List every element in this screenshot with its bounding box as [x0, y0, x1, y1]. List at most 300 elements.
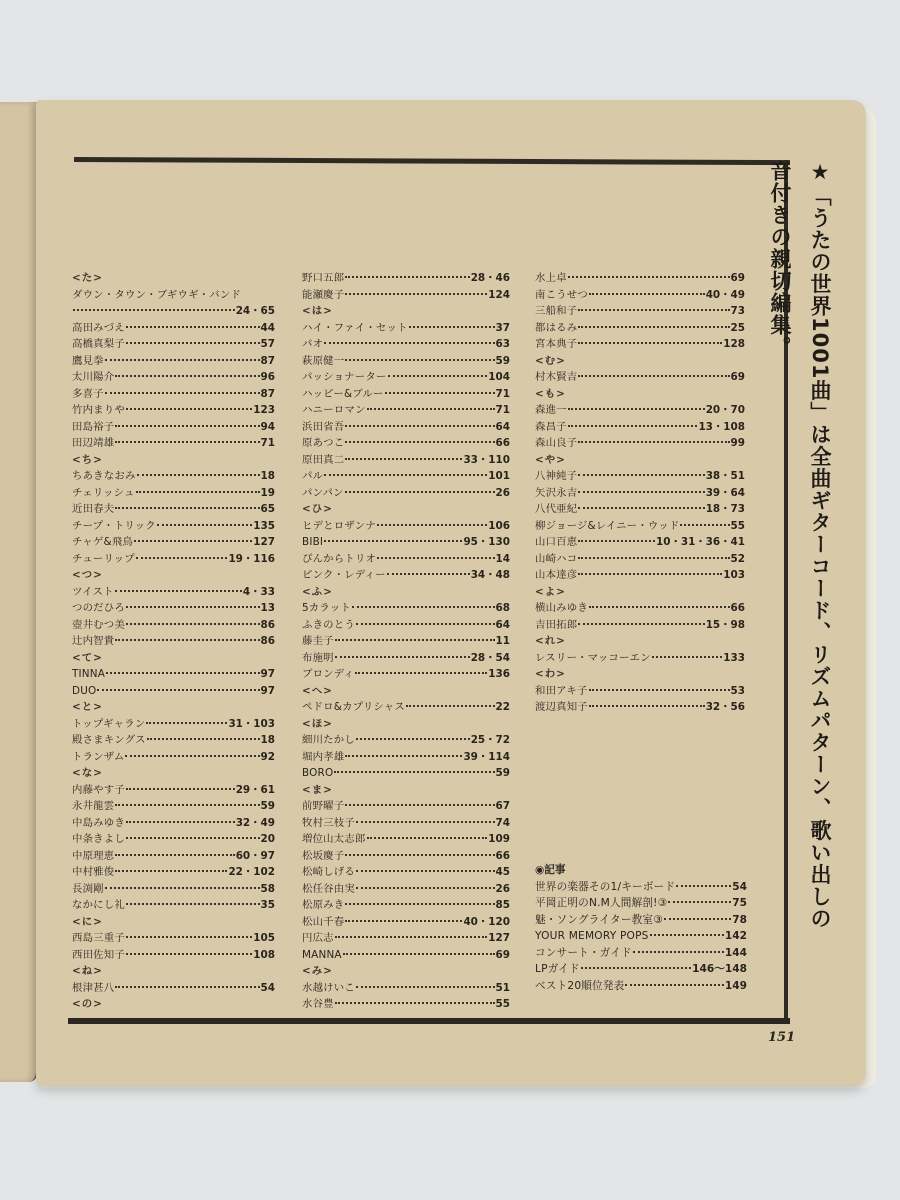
leader-dots [106, 672, 259, 674]
page-ref: 53 [730, 684, 745, 697]
article-entry [535, 912, 747, 929]
entry-name: パンパン [302, 486, 344, 499]
entry-name: 堀内孝雄 [302, 750, 345, 763]
page-ref: 4・33 [242, 585, 275, 598]
entry-name: ハッピー&ブルー [302, 387, 384, 400]
leader-dots [680, 524, 729, 526]
entry-name: ベスト20順位発表 [535, 979, 625, 992]
leader-dots [324, 474, 487, 476]
page-number: 151 [768, 1030, 796, 1045]
page-ref: 38・51 [705, 470, 745, 482]
entry-name: レスリー・マッコーエン [535, 651, 651, 664]
leader-dots [578, 540, 655, 542]
page-ref: 34・48 [470, 569, 510, 581]
index-entry [302, 798, 510, 815]
leader-dots [345, 854, 494, 856]
entry-name: 牧村三枝子 [302, 816, 355, 829]
leader-dots [345, 804, 494, 806]
entry-name: 魅・ソングライター教室③ [535, 913, 663, 926]
leader-dots [385, 392, 495, 394]
leader-dots [578, 309, 729, 311]
leader-dots [589, 689, 730, 691]
page-ref: 69 [730, 371, 745, 383]
page-ref: 26 [495, 882, 510, 895]
index-entry [302, 831, 510, 848]
index-entry [72, 980, 275, 997]
leader-dots [589, 293, 705, 295]
entry-name: 布施明 [302, 651, 334, 664]
entry-name: つのだひろ [72, 602, 125, 614]
leader-dots [578, 342, 722, 344]
page-ref: 14 [495, 552, 510, 565]
section-heading: <ま> [302, 783, 333, 796]
entry-name: 南こうせつ [535, 288, 588, 301]
index-entry [535, 435, 745, 452]
leader-dots [345, 293, 487, 295]
entry-name: ピンク・レディー [302, 569, 386, 581]
page-ref: 13 [260, 602, 275, 614]
page-ref: 66 [495, 849, 510, 862]
entry-name: 野口五郎 [302, 272, 345, 284]
entry-name: 浜田省吾 [302, 420, 345, 433]
leader-dots [578, 375, 729, 377]
index-entry [302, 452, 510, 469]
page-ref: 25 [730, 321, 745, 334]
leader-dots [115, 986, 259, 988]
entry-name: MANNA [302, 948, 342, 961]
index-entry [302, 485, 510, 502]
leader-dots [345, 359, 494, 361]
leader-dots [126, 821, 235, 823]
index-entry [72, 864, 275, 881]
entry-name: 根津甚八 [72, 981, 115, 994]
page-ref: 33・110 [463, 453, 510, 466]
leader-dots [115, 441, 259, 443]
leader-dots [335, 936, 488, 938]
index-entry [72, 600, 275, 617]
index-entry [302, 980, 510, 997]
leader-dots [136, 491, 260, 493]
leader-dots [356, 870, 495, 872]
page-ref: 87 [260, 387, 275, 400]
page-ref: 128 [723, 338, 745, 350]
leader-dots [345, 276, 469, 278]
leader-dots [377, 557, 495, 559]
articles-list [535, 879, 747, 995]
index-entry [72, 798, 275, 815]
leader-dots [356, 986, 495, 988]
entry-name: 太川陽介 [72, 371, 115, 383]
leader-dots [578, 557, 729, 559]
index-entry [72, 831, 275, 848]
entry-name: 中原理恵 [72, 849, 115, 862]
section-heading: <ふ> [302, 585, 333, 598]
entry-name: 近田春夫 [72, 503, 115, 515]
leader-dots [115, 425, 259, 427]
entry-name: 村木賢吉 [535, 371, 578, 383]
entry-name: 中村雅俊 [72, 866, 115, 878]
index-entry [72, 848, 275, 865]
page-ref: 54 [732, 880, 747, 893]
page-ref: 39・64 [705, 486, 745, 499]
leader-dots [343, 953, 495, 955]
leader-dots [345, 458, 462, 460]
page-ref: 69 [495, 948, 510, 961]
entry-name: 壺井むつ美 [72, 618, 125, 631]
leader-dots [589, 606, 730, 608]
entry-name: パオ [302, 338, 324, 350]
entry-name: 森昌子 [535, 420, 567, 433]
entry-name: TINNA [72, 668, 106, 680]
page-ref: 86 [260, 635, 275, 647]
entry-name: 能瀬慶子 [302, 288, 345, 301]
leader-dots [126, 623, 260, 625]
section-heading: <よ> [535, 585, 566, 598]
section-heading: <な> [72, 767, 103, 779]
page-ref: 68 [495, 602, 510, 614]
index-entry [302, 551, 510, 568]
page-ref: 28・54 [470, 651, 510, 664]
index-entry [72, 584, 275, 601]
entry-name: 森進一 [535, 404, 567, 416]
index-entry [72, 353, 275, 370]
section-heading: <や> [535, 453, 566, 466]
section-heading: <む> [535, 354, 566, 367]
section-heading: <て> [72, 651, 103, 664]
leader-dots [578, 573, 722, 575]
index-entry [72, 947, 275, 964]
entry-name: 藤圭子 [302, 635, 334, 647]
index-column-2 [302, 270, 510, 1013]
leader-dots [377, 524, 487, 526]
page-ref: 65 [260, 503, 275, 515]
section-heading: <と> [72, 701, 103, 713]
page-ref: 45 [495, 866, 510, 878]
page-ref: 64 [495, 420, 510, 433]
entry-name: 高田みづえ [72, 321, 125, 334]
page-ref: 106 [488, 519, 510, 532]
entry-name: 中島みゆき [72, 816, 125, 829]
page-ref: 44 [260, 321, 275, 334]
leader-dots [334, 771, 494, 773]
entry-name: 前野曜子 [302, 800, 345, 812]
index-entry [302, 534, 510, 551]
leader-dots [345, 425, 494, 427]
leader-dots [578, 326, 729, 328]
entry-name: パル [302, 470, 324, 482]
section-heading: <ち> [72, 453, 103, 466]
page-ref: 71 [260, 437, 275, 449]
index-entry [72, 336, 275, 353]
index-entry [72, 551, 275, 568]
page-ref: 71 [495, 387, 510, 400]
index-entry [72, 435, 275, 452]
index-entry [535, 402, 745, 419]
leader-dots [73, 309, 235, 311]
entry-name: BIBI [302, 536, 324, 548]
leader-dots [355, 672, 487, 674]
section-heading: <ほ> [302, 717, 333, 730]
page-ref: 74 [495, 816, 510, 829]
leader-dots [578, 491, 704, 493]
entry-name: ヒデとロザンナ [302, 519, 376, 532]
entry-name: 渡辺真知子 [535, 701, 588, 713]
section-heading: <た> [72, 272, 103, 284]
page-ref: 103 [723, 569, 745, 581]
index-entry [302, 848, 510, 865]
page-ref: 69 [730, 272, 745, 284]
index-column-1 [72, 270, 275, 1013]
page-ref: 10・31・36・41 [655, 536, 745, 548]
index-entry [535, 551, 745, 568]
entry-name: 円広志 [302, 932, 334, 944]
index-entry [302, 468, 510, 485]
page-ref: 124 [488, 288, 510, 301]
index-entry [72, 683, 275, 700]
entry-name: 竹内まりや [72, 404, 125, 416]
section-heading: <ひ> [302, 503, 333, 515]
entry-name: ふきのとう [302, 618, 355, 631]
index-entry [535, 303, 745, 320]
index-entry [302, 815, 510, 832]
page-ref: 40・120 [463, 915, 510, 928]
leader-dots [650, 934, 724, 936]
index-entry [302, 864, 510, 881]
leader-dots [345, 755, 462, 757]
leader-dots [568, 425, 698, 427]
page-ref: 28・46 [470, 272, 510, 284]
page-ref: 136 [488, 668, 510, 680]
entry-name: 矢沢永吉 [535, 486, 578, 499]
page-ref: 37 [495, 321, 510, 334]
entry-name: 柳ジョージ&レイニー・ウッド [535, 519, 680, 532]
entry-name: チューリップ [72, 552, 135, 565]
page-ref: 29・61 [235, 783, 275, 796]
index-entry [72, 468, 275, 485]
entry-name: 山崎ハコ [535, 552, 578, 565]
leader-dots [406, 705, 495, 707]
entry-name: 水谷豊 [302, 998, 334, 1010]
section-heading: <も> [535, 387, 566, 400]
page-ref: 64 [495, 618, 510, 631]
leader-dots [345, 920, 462, 922]
article-entry [535, 978, 747, 995]
index-entry [72, 386, 275, 403]
entry-name: ちあきなおみ [72, 470, 136, 482]
entry-name: 山本達彦 [535, 569, 578, 581]
entry-name: 松原みき [302, 899, 345, 911]
entry-name: 多喜子 [72, 387, 104, 400]
page-ref: 59 [495, 354, 510, 367]
entry-name: 細川たかし [302, 734, 355, 746]
index-entry [535, 270, 745, 287]
entry-name: 西田佐知子 [72, 948, 125, 961]
section-heading: <ね> [72, 965, 103, 977]
entry-name: チープ・トリック [72, 519, 156, 532]
page-ref: 96 [260, 371, 275, 383]
page-ref: 78 [732, 913, 747, 926]
section-heading: <に> [72, 915, 103, 928]
page-ref: 97 [260, 684, 275, 697]
page-ref: 32・49 [235, 816, 275, 829]
entry-name: BORO [302, 767, 334, 779]
leader-dots [115, 507, 259, 509]
page-ref: 13・108 [698, 420, 745, 433]
page-ref: 87 [260, 354, 275, 367]
leader-dots [664, 918, 731, 920]
leader-dots [136, 557, 228, 559]
page-ref: 86 [260, 618, 275, 631]
entry-name: 八神純子 [535, 470, 578, 482]
index-entry [302, 518, 510, 535]
index-entry [302, 650, 510, 667]
entry-name: 宮本典子 [535, 338, 578, 350]
page-ref: 57 [260, 338, 275, 350]
entry-name: 三船和子 [535, 305, 578, 317]
leader-dots [409, 326, 495, 328]
index-entry [72, 930, 275, 947]
index-entry [72, 369, 275, 386]
leader-dots [115, 870, 227, 872]
leader-dots [324, 342, 494, 344]
entry-name: パッショナーター [302, 371, 387, 383]
index-entry [535, 518, 745, 535]
index-entry [302, 402, 510, 419]
page-ref: 39・114 [463, 750, 510, 763]
index-entry [302, 353, 510, 370]
page-ref: 18・73 [705, 503, 745, 515]
index-entry [72, 782, 275, 799]
entry-name: チャゲ&飛鳥 [72, 536, 133, 548]
entry-name: 和田アキ子 [535, 684, 588, 697]
page-ref: 59 [260, 800, 275, 812]
entry-name: 中条きよし [72, 833, 125, 845]
articles-section [535, 862, 747, 994]
index-entry [302, 435, 510, 452]
index-entry [535, 287, 745, 304]
index-column-3 [535, 270, 745, 716]
page-ref: 63 [495, 338, 510, 350]
index-entry [72, 633, 275, 650]
page-ref: 85 [495, 899, 510, 911]
entry-name: ツイスト [72, 585, 114, 598]
section-heading: <の> [72, 998, 103, 1010]
leader-dots [335, 639, 495, 641]
index-entry [535, 369, 745, 386]
page-ref: 95・130 [463, 536, 510, 548]
left-page-edge [0, 102, 38, 1082]
entry-name: チェリッシュ [72, 486, 135, 499]
page-ref: 52 [730, 552, 745, 565]
entry-name: 内藤やす子 [72, 783, 125, 796]
entry-name: 長渕剛 [72, 882, 104, 895]
leader-dots [356, 821, 495, 823]
leader-dots [126, 953, 252, 955]
index-entry [302, 419, 510, 436]
page-ref: 108 [253, 948, 275, 961]
page-ref: 60・97 [235, 849, 275, 862]
leader-dots [352, 606, 495, 608]
article-entry [535, 928, 747, 945]
index-entry [72, 320, 275, 337]
index-entry [72, 732, 275, 749]
leader-dots [115, 804, 259, 806]
leader-dots [356, 887, 495, 889]
entry-name: 5カラット [302, 602, 351, 614]
index-entry [302, 617, 510, 634]
entry-name: 永井龍雲 [72, 800, 115, 812]
article-entry [535, 961, 747, 978]
index-entry [302, 996, 510, 1013]
entry-name: 田辺靖雄 [72, 437, 115, 449]
entry-name: トップギャラン [72, 717, 146, 730]
index-entry [302, 567, 510, 584]
leader-dots [356, 623, 495, 625]
leader-dots [668, 901, 731, 903]
entry-name: 吉田拓郎 [535, 618, 578, 631]
index-entry [72, 749, 275, 766]
page-ref: 144 [724, 946, 747, 959]
leader-dots [345, 903, 494, 905]
index-entry [535, 683, 745, 700]
entry-name: 平岡正明のN.M人間解剖!③ [535, 897, 668, 910]
entry-name: 殿さまキングス [72, 734, 146, 746]
page-ref: 15・98 [705, 618, 745, 631]
page-ref: 54 [260, 981, 275, 994]
index-entry [535, 468, 745, 485]
leader-dots [126, 326, 260, 328]
entry-name: YOUR MEMORY POPS [535, 930, 649, 943]
index-entry [302, 369, 510, 386]
leader-dots [137, 474, 260, 476]
page-ref: 73 [730, 305, 745, 317]
page-ref: 101 [488, 470, 510, 482]
page-ref: 26 [495, 486, 510, 499]
entry-name: ペドロ&カプリシャス [302, 701, 405, 713]
leader-dots [105, 887, 260, 889]
leader-dots [356, 738, 470, 740]
page-ref: 94 [260, 420, 275, 433]
index-entry [302, 897, 510, 914]
page-ref: 59 [495, 767, 510, 779]
page-ref: 71 [495, 404, 510, 416]
entry-name: 原田真二 [302, 453, 345, 466]
page-ref: 92 [260, 750, 275, 763]
vertical-headline: ★「うたの世界1001曲」は全曲ギターコード、リズムパターン、歌い出しの音付きの親切編集。 [768, 160, 832, 930]
page-ref: 99 [730, 437, 745, 449]
section-heading: <わ> [535, 668, 566, 680]
page-ref: 104 [488, 371, 510, 383]
index-entry [535, 419, 745, 436]
index-entry [302, 749, 510, 766]
entry-name: 八代亜紀 [535, 503, 578, 515]
leader-dots [115, 639, 259, 641]
index-entry [302, 287, 510, 304]
page-ref: 40・49 [705, 288, 745, 301]
leader-dots [157, 524, 253, 526]
leader-dots [335, 656, 470, 658]
entry-name: 萩原健一 [302, 354, 345, 367]
index-entry [535, 320, 745, 337]
page-ref: 133 [723, 651, 745, 664]
leader-dots [367, 837, 488, 839]
leader-dots [578, 441, 729, 443]
entry-name: 田島裕子 [72, 420, 115, 433]
leader-dots [652, 656, 723, 658]
leader-dots [115, 590, 242, 592]
entry-name: DUO [72, 684, 97, 697]
index-entry [72, 419, 275, 436]
